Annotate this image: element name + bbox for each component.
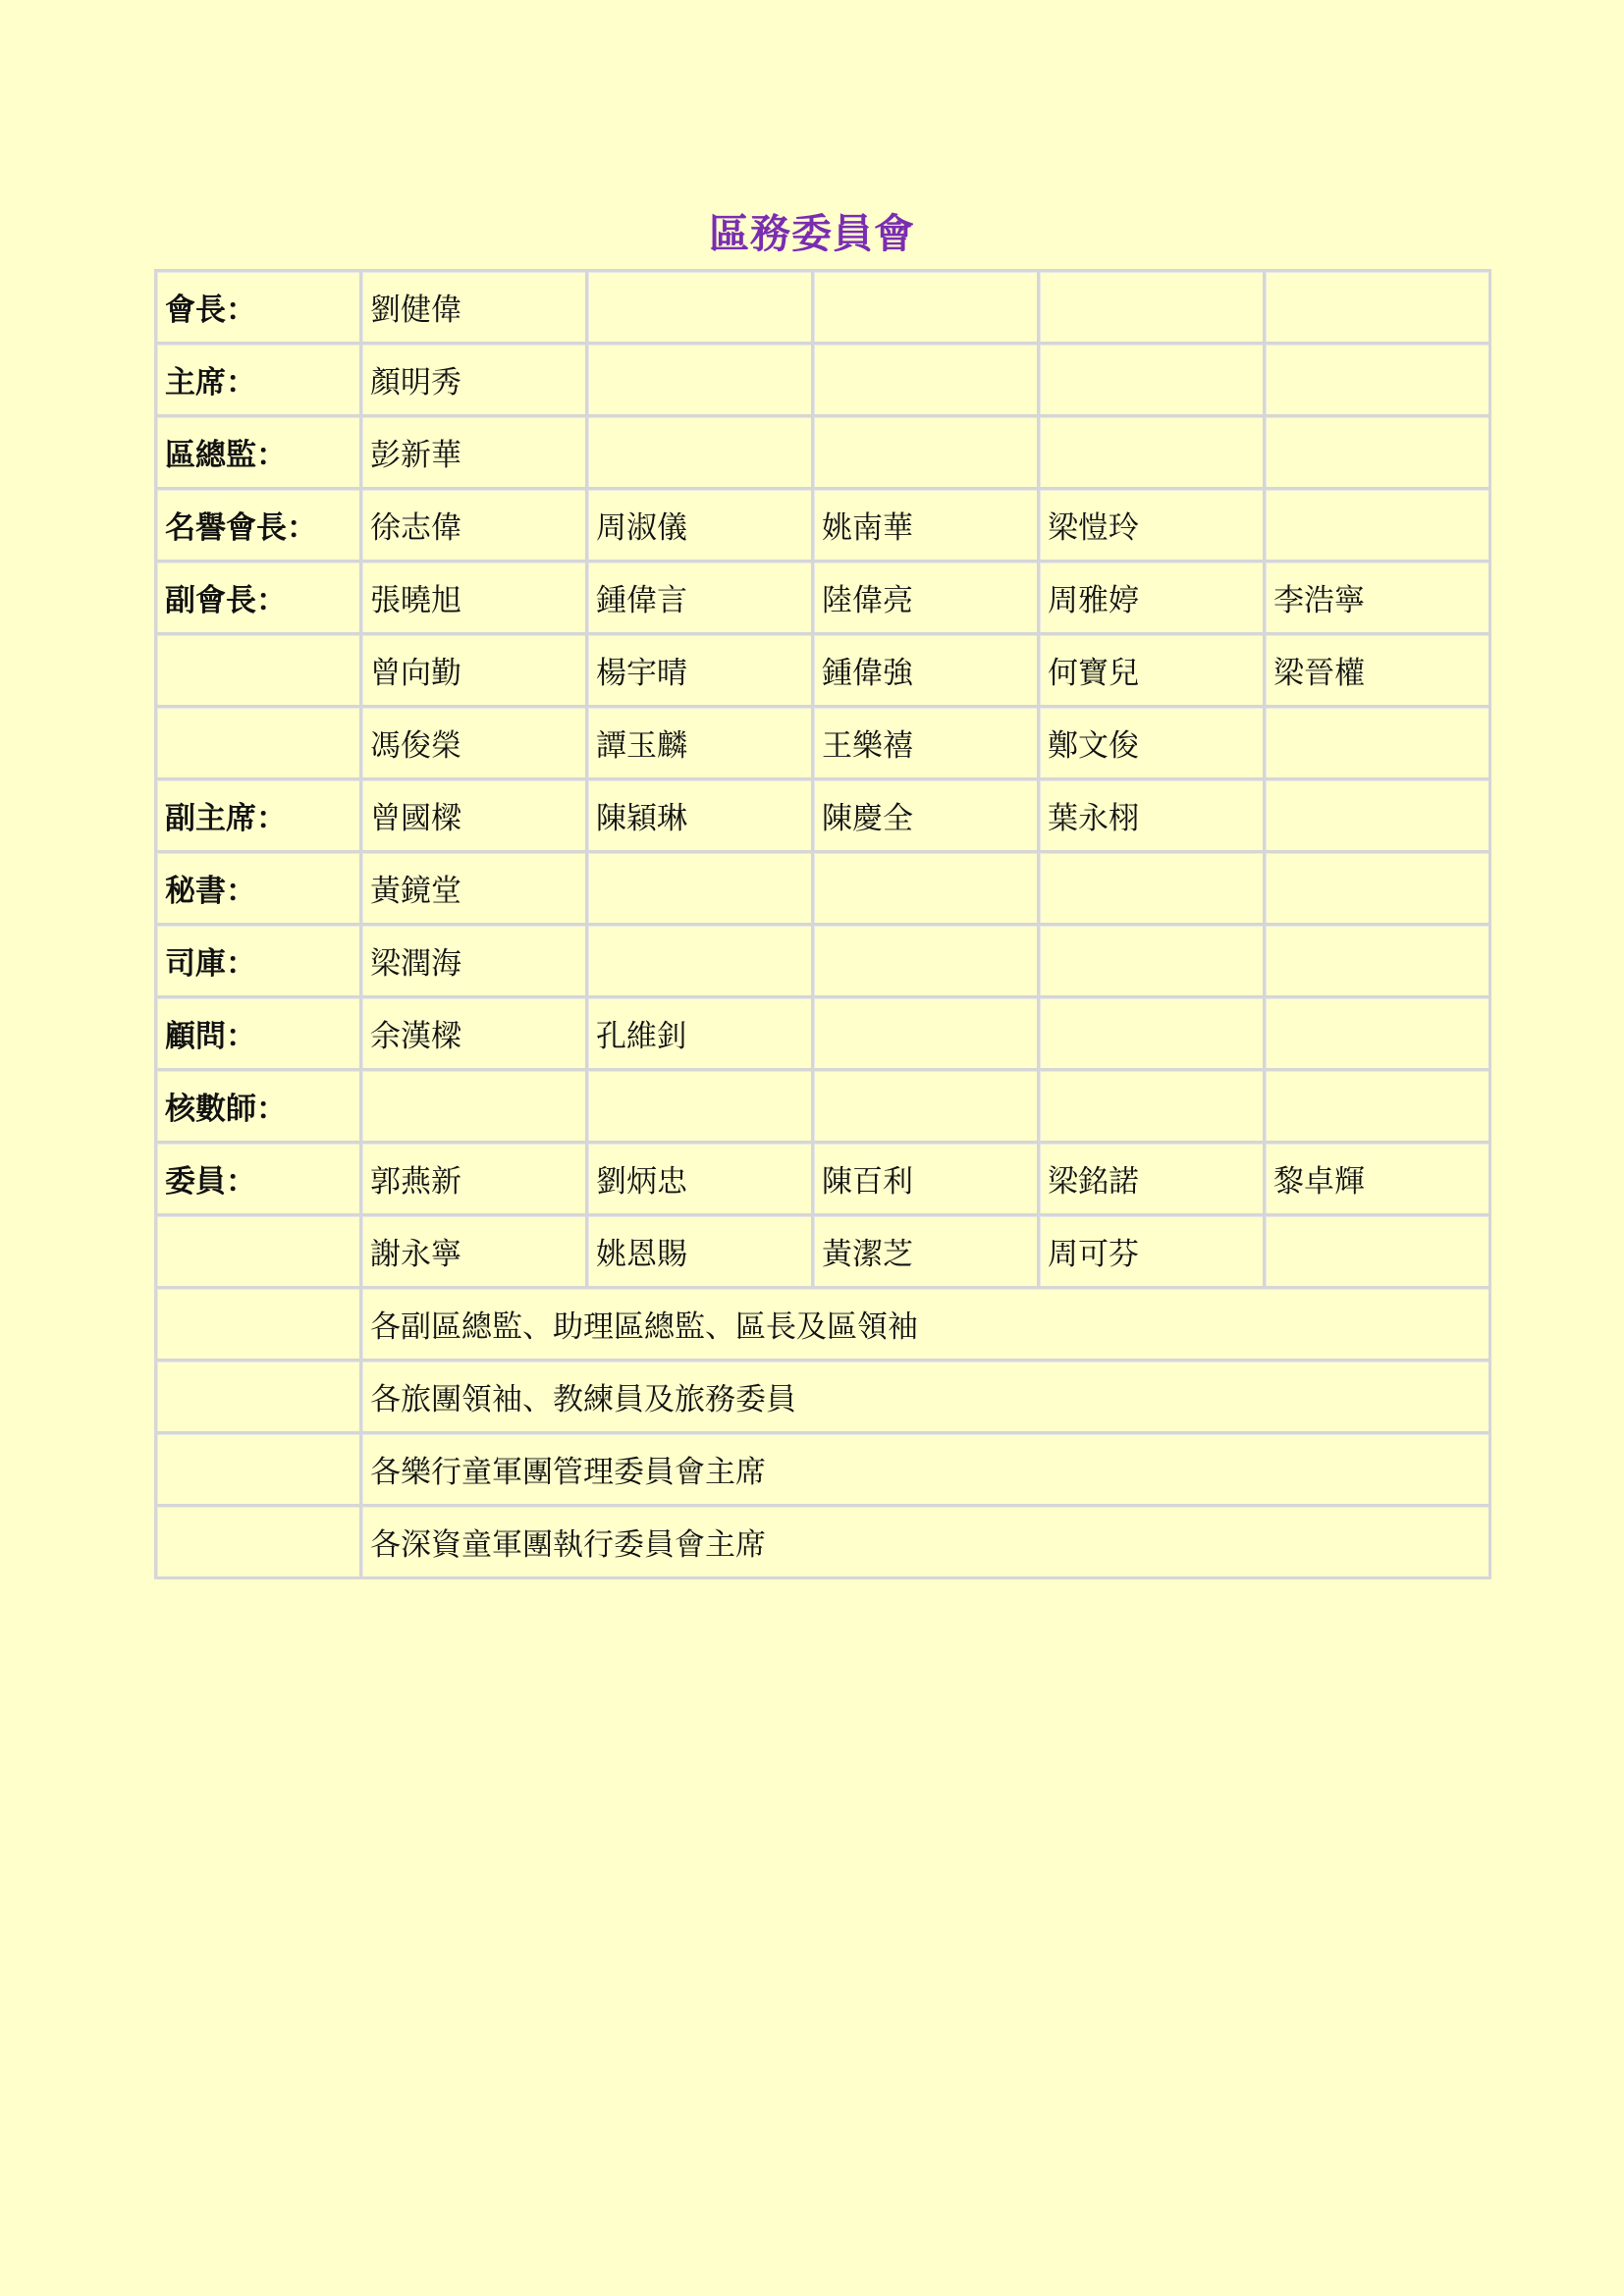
member-name-cell — [814, 345, 1037, 414]
member-name-cell — [814, 1071, 1037, 1141]
member-name-cell: 梁銘諾 — [1040, 1144, 1263, 1213]
member-name-cell — [1040, 853, 1263, 923]
role-label: 會長： — [157, 272, 359, 342]
table-row — [157, 780, 1489, 850]
member-name-cell: 曾向勤 — [362, 635, 585, 705]
member-name-cell — [588, 1071, 811, 1141]
committee-table-body — [157, 272, 1489, 1576]
table-row — [157, 1362, 1489, 1431]
member-name-cell — [1266, 708, 1489, 777]
member-name-cell: 顏明秀 — [362, 345, 585, 414]
role-label: 秘書： — [157, 853, 359, 923]
member-name-cell: 馮俊榮 — [362, 708, 585, 777]
member-group-cell: 各樂行童軍團管理委員會主席 — [362, 1434, 1489, 1504]
table-row — [157, 853, 1489, 923]
member-name-cell — [814, 417, 1037, 487]
member-name-cell — [1266, 490, 1489, 560]
member-name-cell: 謝永寧 — [362, 1216, 585, 1286]
member-name-cell: 楊宇晴 — [588, 635, 811, 705]
member-name-cell: 劉健偉 — [362, 272, 585, 342]
role-label — [157, 635, 359, 705]
member-name-cell — [1040, 926, 1263, 995]
member-name-cell — [588, 345, 811, 414]
member-name-cell — [1040, 272, 1263, 342]
member-name-cell: 鄭文俊 — [1040, 708, 1263, 777]
member-name-cell — [1266, 1071, 1489, 1141]
table-row — [157, 1289, 1489, 1359]
table-row — [157, 1507, 1489, 1576]
role-label — [157, 1216, 359, 1286]
member-group-cell: 各深資童軍團執行委員會主席 — [362, 1507, 1489, 1576]
member-name-cell: 彭新華 — [362, 417, 585, 487]
member-name-cell — [1040, 998, 1263, 1068]
member-name-cell: 陳慶全 — [814, 780, 1037, 850]
member-name-cell: 黎卓輝 — [1266, 1144, 1489, 1213]
role-label: 區總監： — [157, 417, 359, 487]
table-row — [157, 417, 1489, 487]
role-label — [157, 1289, 359, 1359]
member-name-cell: 余漢樑 — [362, 998, 585, 1068]
member-name-cell: 王樂禧 — [814, 708, 1037, 777]
role-label: 委員： — [157, 1144, 359, 1213]
member-name-cell: 姚恩賜 — [588, 1216, 811, 1286]
member-name-cell — [814, 926, 1037, 995]
member-name-cell — [1266, 853, 1489, 923]
member-name-cell — [814, 272, 1037, 342]
member-name-cell — [588, 853, 811, 923]
member-name-cell: 曾國樑 — [362, 780, 585, 850]
member-name-cell: 梁潤海 — [362, 926, 585, 995]
page-title: 區務委員會 — [709, 210, 915, 257]
member-name-cell: 李浩寧 — [1266, 562, 1489, 632]
table-row — [157, 345, 1489, 414]
table-row — [157, 926, 1489, 995]
member-name-cell — [1266, 780, 1489, 850]
member-name-cell: 黃潔芝 — [814, 1216, 1037, 1286]
role-label — [157, 708, 359, 777]
member-name-cell: 鍾偉強 — [814, 635, 1037, 705]
member-name-cell: 孔維釗 — [588, 998, 811, 1068]
role-label: 司庫： — [157, 926, 359, 995]
member-name-cell: 黃鏡堂 — [362, 853, 585, 923]
member-name-cell: 劉炳忠 — [588, 1144, 811, 1213]
member-name-cell: 何寶兒 — [1040, 635, 1263, 705]
member-name-cell: 張曉旭 — [362, 562, 585, 632]
member-name-cell: 葉永栩 — [1040, 780, 1263, 850]
member-name-cell: 徐志偉 — [362, 490, 585, 560]
member-name-cell — [1266, 272, 1489, 342]
member-name-cell — [814, 853, 1037, 923]
member-name-cell — [588, 417, 811, 487]
member-name-cell — [1266, 417, 1489, 487]
table-row — [157, 562, 1489, 632]
table-row — [157, 1216, 1489, 1286]
table-row — [157, 1434, 1489, 1504]
member-name-cell — [362, 1071, 585, 1141]
member-name-cell — [1266, 926, 1489, 995]
member-name-cell: 郭燕新 — [362, 1144, 585, 1213]
role-label: 名譽會長： — [157, 490, 359, 560]
member-group-cell: 各旅團領袖、教練員及旅務委員 — [362, 1362, 1489, 1431]
role-label — [157, 1434, 359, 1504]
member-name-cell — [1040, 1071, 1263, 1141]
member-name-cell: 鍾偉言 — [588, 562, 811, 632]
member-name-cell — [588, 926, 811, 995]
member-name-cell: 陳百利 — [814, 1144, 1037, 1213]
member-name-cell: 陳穎琳 — [588, 780, 811, 850]
member-name-cell: 姚南華 — [814, 490, 1037, 560]
role-label: 副主席： — [157, 780, 359, 850]
member-name-cell: 周雅婷 — [1040, 562, 1263, 632]
member-name-cell — [1040, 417, 1263, 487]
role-label — [157, 1507, 359, 1576]
role-label: 顧問： — [157, 998, 359, 1068]
table-row — [157, 1071, 1489, 1141]
role-label: 主席： — [157, 345, 359, 414]
member-name-cell — [1266, 345, 1489, 414]
member-name-cell — [814, 998, 1037, 1068]
member-name-cell: 梁愷玲 — [1040, 490, 1263, 560]
member-name-cell: 梁晉權 — [1266, 635, 1489, 705]
member-name-cell — [1266, 998, 1489, 1068]
table-row — [157, 998, 1489, 1068]
table-row — [157, 708, 1489, 777]
role-label: 核數師： — [157, 1071, 359, 1141]
member-group-cell: 各副區總監、助理區總監、區長及區領袖 — [362, 1289, 1489, 1359]
table-row — [157, 1144, 1489, 1213]
table-row — [157, 635, 1489, 705]
member-name-cell — [1040, 345, 1263, 414]
table-row — [157, 272, 1489, 342]
member-name-cell: 陸偉亮 — [814, 562, 1037, 632]
member-name-cell: 周可芬 — [1040, 1216, 1263, 1286]
role-label — [157, 1362, 359, 1431]
committee-table — [154, 269, 1491, 1579]
role-label: 副會長： — [157, 562, 359, 632]
member-name-cell: 譚玉麟 — [588, 708, 811, 777]
member-name-cell — [588, 272, 811, 342]
member-name-cell: 周淑儀 — [588, 490, 811, 560]
table-row — [157, 490, 1489, 560]
member-name-cell — [1266, 1216, 1489, 1286]
